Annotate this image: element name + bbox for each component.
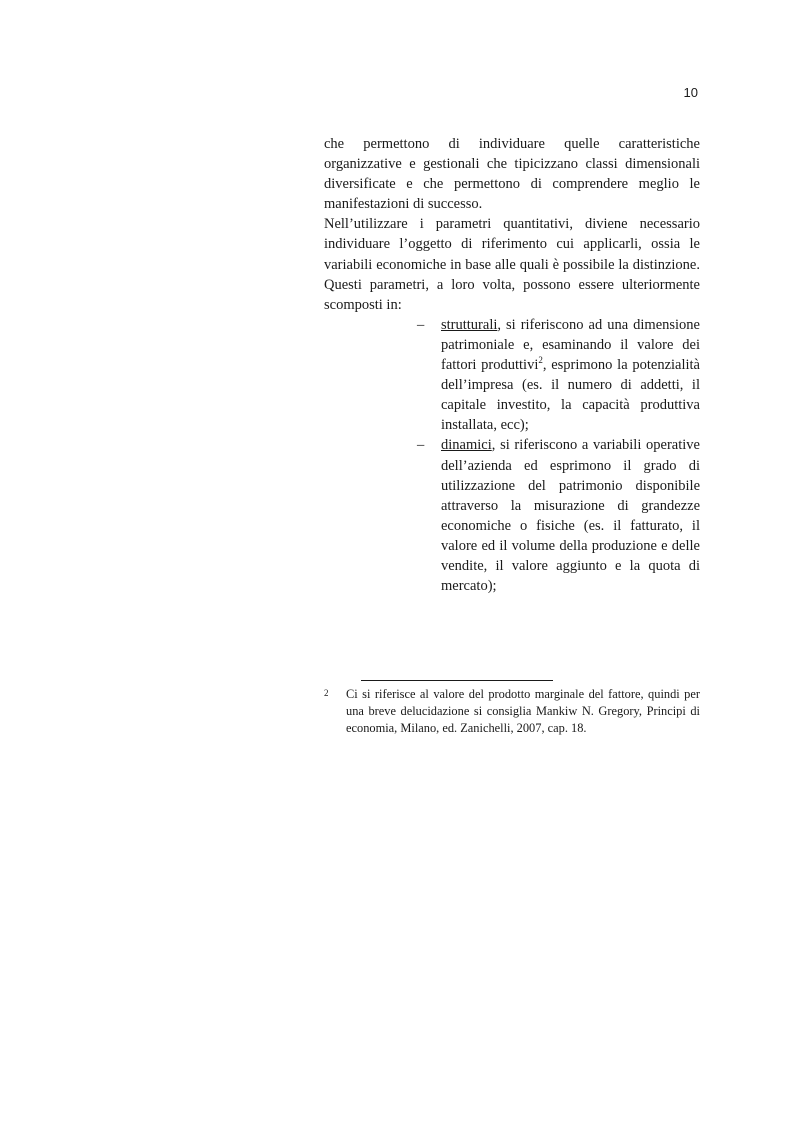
paragraph: Nell’utilizzare i parametri quantitativi, diviene necessario individuare l’oggetto di riferimento cui applicarli, ossia le variabili economiche in base alle quali è possibile la distinzione. Questi parametri, a loro volta, possono essere ulteriormente scomposti in: [324,216,700,313]
footnote [324,686,700,737]
paragraph: che permettono di individuare quelle caratteristiche organizzative e gestionali che tipicizzano classi dimensionali diversificate e che permettono di comprendere meglio le manifestazioni di successo. [324,136,700,213]
dash-bullet: – [417,437,425,454]
list-item-text: , si riferiscono ad una dimensione patrimoniale e, esaminando il valore dei fattori produttivi [441,316,700,374]
parameter-list [324,315,700,596]
list-item-strutturali [417,315,700,436]
page-number: 10 [683,85,698,100]
footnote-separator [361,680,553,681]
list-item-dinamici [417,435,700,596]
list-item-text: , esprimono la potenzialità dell’impresa (es. il numero di addetti, il capitale investito, la capacità produttiva installata, ecc); [441,357,700,434]
footnote-text: Ci si riferisce al valore del prodotto marginale del fattore, quindi per una breve delucidazione si consiglia Mankiw N. Gregory, Principi di economia, Milano, ed. Zanichelli, 2007, cap. 18. [346,687,700,735]
list-item-text: , si riferiscono a variabili operative dell’azienda ed esprimono il grado di utilizzazione del patrimonio disponibile attraverso la misurazione di grandezze economiche o fisiche (es. il fatturato, il valore ed il volume della produzione e delle vendite, il valore aggiunto e la quota di mercato); [441,437,700,595]
body-text [324,134,700,596]
term-dinamici: dinamici [441,437,492,454]
footnote-mark: 2 [324,688,329,698]
term-strutturali: strutturali [441,316,498,333]
footnote-reference: 2 [538,355,543,366]
dash-bullet: – [417,316,425,333]
